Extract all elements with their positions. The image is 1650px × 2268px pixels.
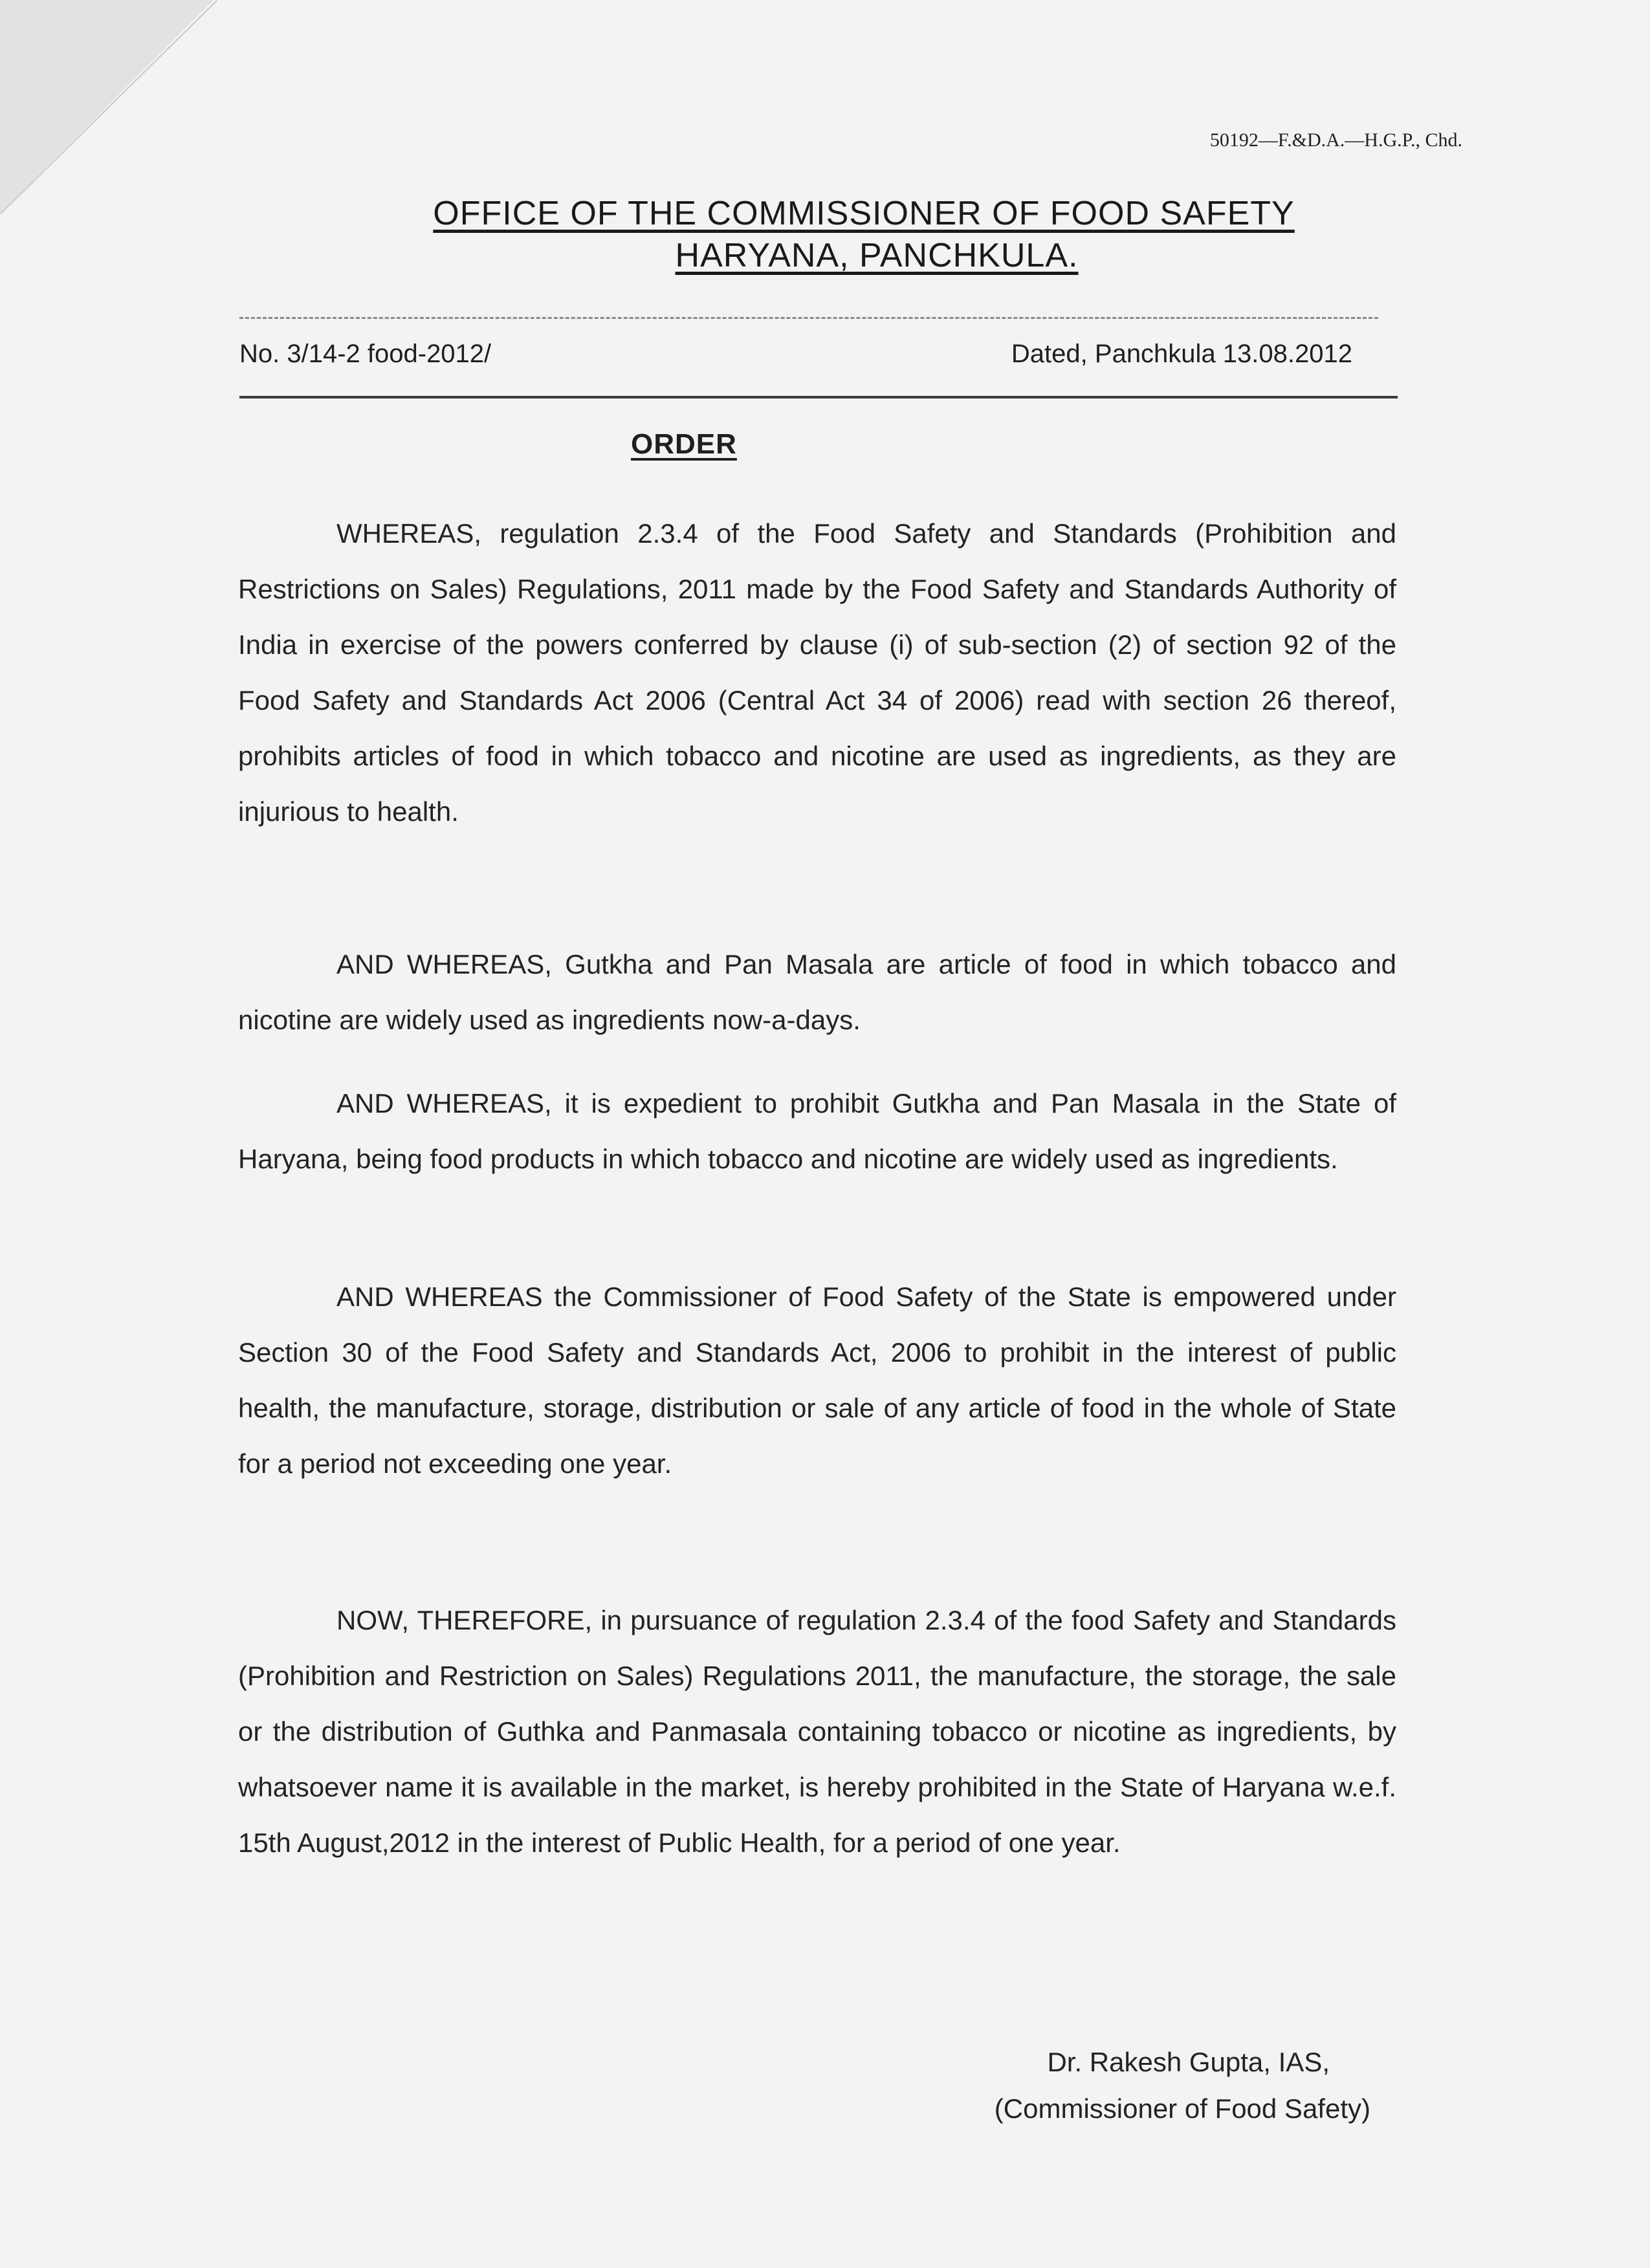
- paragraph-3-text: AND WHEREAS, it is expedient to prohibit Gutkha and Pan Masala in the State of Haryana, being food products in which tobacco and nicotine are widely used as ingredients.: [238, 1088, 1396, 1174]
- order-title: ORDER: [631, 428, 737, 460]
- paragraph-1: [238, 506, 1396, 840]
- solid-divider: [239, 396, 1398, 398]
- dashed-divider: [239, 317, 1378, 319]
- paragraph-4-text: AND WHEREAS the Commissioner of Food Safety of the State is empowered under Section 30 of the Food Safety and Standards Act, 2006 to prohibit in the interest of public health, the manufacture, storage, distribution or sale of any article of food in the whole of State for a period not exceeding one year.: [238, 1281, 1396, 1479]
- paragraph-5-text: NOW, THEREFORE, in pursuance of regulation 2.3.4 of the food Safety and Standards (Prohibition and Restriction on Sales) Regulations 2011, the manufacture, the storage, the sale or the distribution of Guthka and Panmasala containing tobacco or nicotine as ingredients, by whatsoever name it is available in the market, is hereby prohibited in the State of Haryana w.e.f. 15th August,2012 in the interest of Public Health, for a period of one year.: [238, 1605, 1396, 1858]
- order-date: Dated, Panchkula 13.08.2012: [1011, 340, 1352, 368]
- printer-stamp: 50192—F.&D.A.—H.G.P., Chd.: [1209, 129, 1462, 151]
- paragraph-2-text: AND WHEREAS, Gutkha and Pan Masala are article of food in which tobacco and nicotine are widely used as ingredients now-a-days.: [238, 949, 1396, 1035]
- office-heading-line2: HARYANA, PANCHKULA.: [675, 237, 1079, 274]
- paragraph-4: [238, 1269, 1396, 1492]
- signatory-name: Dr. Rakesh Gupta, IAS,: [1047, 2047, 1330, 2077]
- paragraph-2: [238, 937, 1396, 1048]
- paragraph-1-text: WHEREAS, regulation 2.3.4 of the Food Safety and Standards (Prohibition and Restrictions on Sales) Regulations, 2011 made by the Food Safety and Standards Authority of India in exercise of the powers conferred by clause (i) of sub-section (2) of section 92 of the Food Safety and Standards Act 2006 (Central Act 34 of 2006) read with section 26 thereof, prohibits articles of food in which tobacco and nicotine are used as ingredients, as they are injurious to health.: [238, 518, 1396, 827]
- paragraph-5: [238, 1593, 1396, 1871]
- office-heading-line1: OFFICE OF THE COMMISSIONER OF FOOD SAFETY: [433, 195, 1295, 232]
- signatory-title: (Commissioner of Food Safety): [994, 2093, 1370, 2124]
- paragraph-3: [238, 1076, 1396, 1187]
- reference-number: No. 3/14-2 food-2012/: [239, 340, 492, 368]
